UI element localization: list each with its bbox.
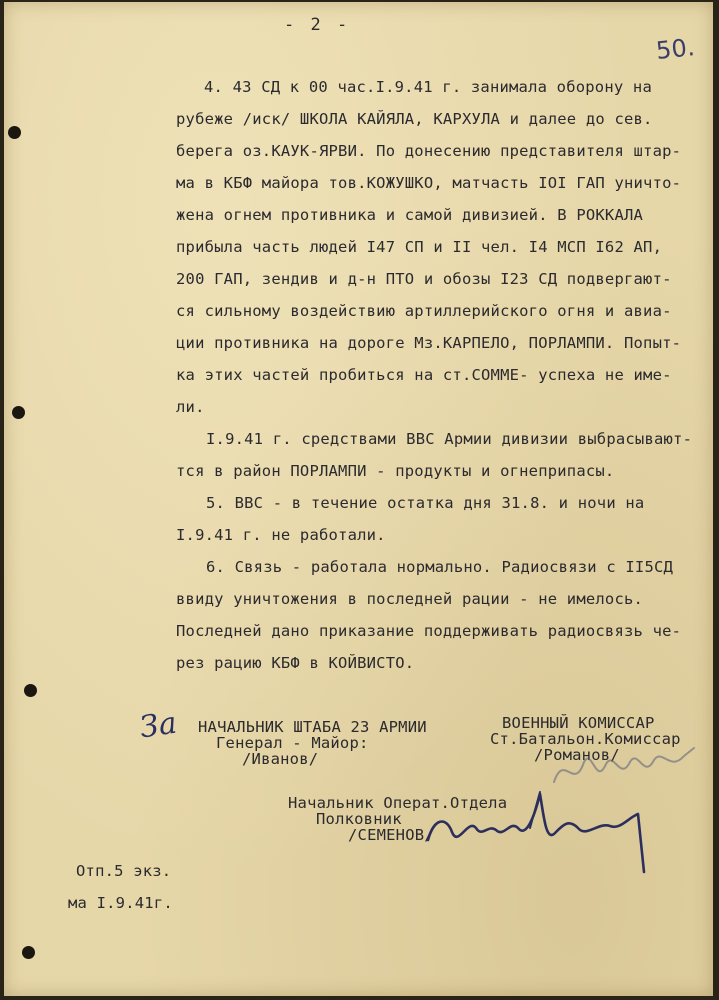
body-line: прибыла часть людей I47 СП и II чел. I4 МСП I62 АП, (176, 238, 663, 256)
operations-chief-name: /СЕМЕНОВ/ (348, 826, 434, 844)
body-line: ка этих частей пробиться на ст.СОММЕ- успеха не име- (176, 366, 672, 384)
body-line: ции противника на дороге Мз.КАРПЕЛО, ПОРЛАМПИ. Попыт- (176, 334, 682, 352)
page-number: - 2 - (284, 15, 351, 35)
date-note: ма I.9.41г. (68, 894, 173, 912)
body-line: I.9.41 г. не работали. (176, 526, 386, 544)
body-line: 200 ГАП, зендив и д-н ПТО и обозы I23 СД подвергают- (176, 270, 672, 288)
body-line: Последней дано приказание поддерживать радиосвязь че- (176, 622, 682, 640)
binder-hole (22, 946, 35, 959)
body-line: ся сильному воздействию артиллерийского огня и авиа- (176, 302, 672, 320)
body-line: тся в район ПОРЛАМПИ - продукты и огнеприпасы. (176, 462, 615, 480)
body-line: жена огнем противника и самой дивизией. В РОККАЛА (176, 206, 644, 224)
binder-hole (12, 406, 25, 419)
operations-chief-signature (422, 788, 662, 878)
chief-of-staff-rank: Генерал - Майор: (216, 734, 369, 752)
body-line: ли. (176, 398, 205, 416)
commissar-title: ВОЕННЫЙ КОМИССАР (502, 714, 655, 732)
operations-chief-title: Начальник Операт.Отдела (288, 794, 508, 812)
chief-of-staff-name: /Иванов/ (242, 750, 319, 768)
body-line: ма в КБФ майора тов.КОЖУШКО, матчасть IOI ГАП уничто- (176, 174, 682, 192)
operations-chief-rank: Полковник (316, 810, 402, 828)
body-line: 5. ВВС - в течение остатка дня 31.8. и ночи на (206, 494, 645, 512)
body-line: 4. 43 СД к 00 час.I.9.41 г. занимала оборону на (204, 78, 652, 96)
commissar-name: /Романов/ (534, 746, 620, 764)
body-line: I.9.41 г. средствами ВВС Армии дивизии выбрасывают- (206, 430, 693, 448)
document-page (4, 2, 713, 996)
body-line: рубеже /иск/ ШКОЛА КАЙЯЛА, КАРХУЛА и далее до сев. (176, 110, 653, 128)
binder-hole (8, 126, 21, 139)
body-line: 6. Связь - работала нормально. Радиосвязи с II5СД (206, 558, 674, 576)
body-line: берега оз.КАУК-ЯРВИ. По донесению представителя штар- (176, 142, 682, 160)
commissar-rank: Ст.Батальон.Комиссар (490, 730, 681, 748)
binder-hole (24, 684, 37, 697)
chief-of-staff-title: НАЧАЛЬНИК ШТАБА 23 АРМИИ (198, 718, 427, 736)
body-line: рез рацию КБФ в КОЙВИСТО. (176, 654, 415, 672)
chief-of-staff-annotation: За (137, 705, 180, 746)
archive-page-number: 50. (654, 33, 697, 65)
body-line: ввиду уничтожения в последней рации - не имелось. (176, 590, 644, 608)
copies-note: Отп.5 экз. (76, 862, 172, 880)
